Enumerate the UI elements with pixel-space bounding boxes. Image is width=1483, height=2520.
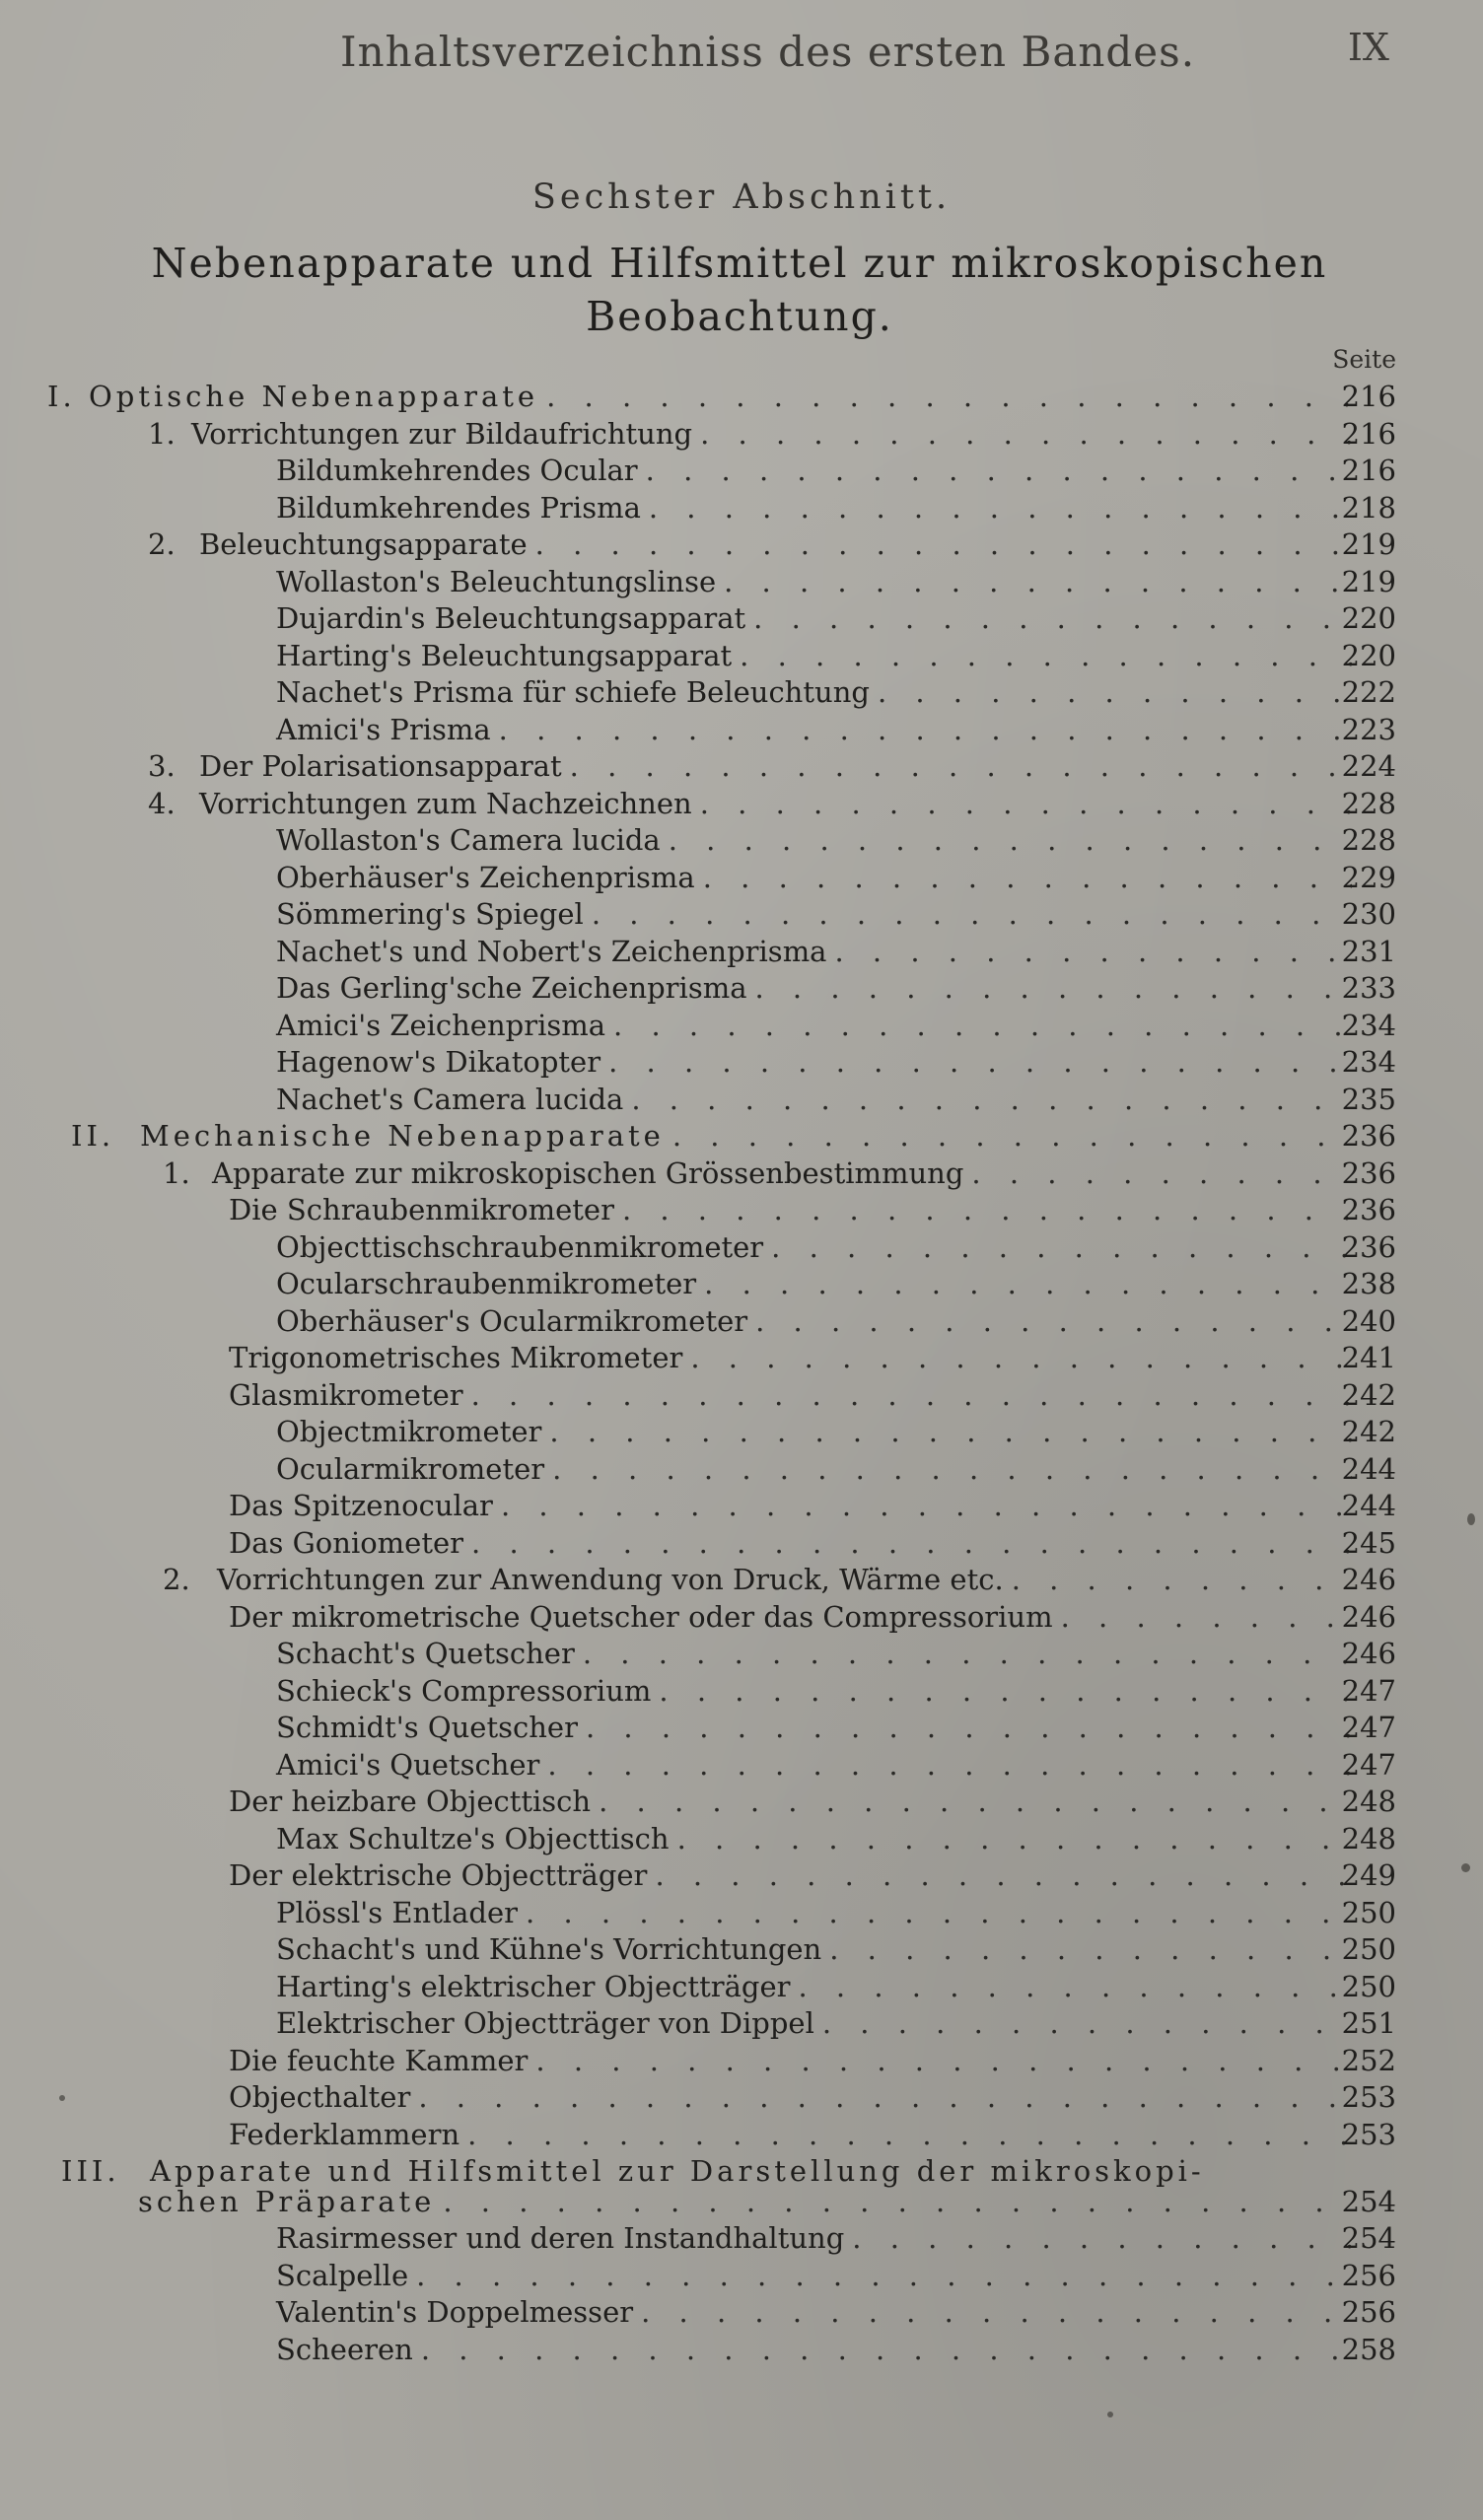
toc-entry xyxy=(0,2044,1352,2077)
dot-leader xyxy=(669,823,1352,857)
toc-page-ref: 245 xyxy=(1341,1525,1396,1560)
toc-row xyxy=(0,1748,1483,1785)
dot-leader xyxy=(1012,1563,1352,1596)
toc-page-ref: 250 xyxy=(1341,1969,1396,2003)
dot-leader xyxy=(971,1156,1352,1190)
toc-page-ref: 253 xyxy=(1341,2080,1396,2114)
toc-page-ref: 219 xyxy=(1341,564,1396,598)
toc-page-ref: 254 xyxy=(1341,2185,1396,2218)
toc-label: Mechanische Nebenapparate xyxy=(140,1119,665,1153)
toc-row xyxy=(0,935,1483,972)
table-of-contents xyxy=(0,380,1483,2369)
toc-entry xyxy=(0,1267,1352,1300)
dot-leader xyxy=(755,971,1353,1005)
toc-page-ref: 242 xyxy=(1341,1415,1396,1448)
toc-entry xyxy=(0,1156,1352,1190)
dot-leader xyxy=(655,1858,1352,1892)
toc-entry xyxy=(0,1711,1352,1744)
toc-label: Der heizbare Objecttisch xyxy=(229,1785,592,1818)
toc-row xyxy=(0,2080,1483,2118)
toc-label: Der Polarisationsapparat xyxy=(199,749,562,783)
dot-leader xyxy=(583,1637,1352,1670)
dot-leader xyxy=(547,1748,1352,1782)
toc-row xyxy=(0,2295,1483,2333)
toc-row xyxy=(0,897,1483,935)
toc-label: Vorrichtungen zum Nachzeichnen xyxy=(199,786,692,820)
toc-entry xyxy=(0,1230,1352,1264)
toc-row xyxy=(0,1341,1483,1378)
toc-label: Elektrischer Objectträger von Dippel xyxy=(276,2006,814,2040)
toc-entry xyxy=(0,935,1352,968)
toc-row xyxy=(0,527,1483,565)
toc-entry-continuation xyxy=(138,2185,1352,2218)
dot-leader xyxy=(659,1674,1352,1708)
toc-entry xyxy=(0,1785,1352,1818)
toc-page-ref: 238 xyxy=(1341,1267,1396,1300)
dot-leader xyxy=(471,1526,1352,1560)
dot-leader xyxy=(641,2295,1352,2329)
toc-row xyxy=(0,1785,1483,1822)
toc-label: Nachet's Prisma für schiefe Beleuchtung xyxy=(276,675,870,709)
toc-page-ref: 247 xyxy=(1341,1747,1396,1782)
toc-label: Amici's Zeichenprisma xyxy=(276,1008,606,1042)
seite-column-label: Seite xyxy=(1332,345,1396,374)
dot-leader xyxy=(599,1785,1352,1818)
toc-row xyxy=(0,1378,1483,1416)
dot-leader xyxy=(700,787,1352,820)
toc-page-ref: 233 xyxy=(1341,971,1396,1005)
toc-row xyxy=(0,2118,1483,2155)
dot-leader xyxy=(631,1083,1352,1116)
toc-label: Objecttischschraubenmikrometer xyxy=(276,1229,764,1264)
toc-label: Bildumkehrendes Ocular xyxy=(276,454,638,487)
dot-leader xyxy=(535,527,1352,561)
toc-label: Hagenow's Dikatopter xyxy=(276,1045,601,1079)
toc-row xyxy=(0,1452,1483,1490)
toc-label: Schacht's Quetscher xyxy=(276,1637,575,1670)
toc-label: Harting's Beleuchtungsapparat xyxy=(276,638,733,672)
toc-entry xyxy=(0,1674,1352,1708)
toc-page-ref: 216 xyxy=(1341,380,1396,413)
toc-row xyxy=(0,1193,1483,1230)
toc-label: Rasirmesser und deren Instandhaltung xyxy=(276,2221,845,2255)
toc-page-ref: 224 xyxy=(1341,749,1396,783)
toc-page-ref: 246 xyxy=(1341,1563,1396,1596)
toc-label: Der elektrische Objectträger xyxy=(229,1858,648,1892)
section-label: Sechster Abschnitt. xyxy=(531,177,952,217)
dot-leader xyxy=(649,491,1352,525)
dot-leader xyxy=(501,1489,1352,1522)
toc-label: Die feuchte Kammer xyxy=(229,2043,529,2077)
dot-leader xyxy=(546,380,1352,413)
toc-label: Federklammern xyxy=(229,2117,460,2151)
toc-entry xyxy=(0,2295,1352,2329)
page-number: IX xyxy=(1347,26,1389,69)
toc-label: Oberhäuser's Zeichenprisma xyxy=(276,860,695,894)
toc-label: Das Gerling'sche Zeichenprisma xyxy=(276,971,747,1005)
toc-page-ref: 248 xyxy=(1341,1785,1396,1818)
toc-number: 2. xyxy=(163,1563,190,1596)
toc-entry xyxy=(0,1489,1352,1522)
toc-entry xyxy=(0,1083,1352,1116)
toc-entry xyxy=(0,1637,1352,1670)
dot-leader xyxy=(755,1304,1352,1338)
toc-row xyxy=(0,1304,1483,1342)
toc-label: Der mikrometrische Quetscher oder das Compressorium xyxy=(229,1599,1053,1634)
toc-label: Beleuchtungsapparate xyxy=(199,527,528,561)
toc-label: Objecthalter xyxy=(229,2080,411,2114)
ink-speck xyxy=(1467,1513,1475,1525)
toc-label: Apparate zur mikroskopischen Grössenbestimmung xyxy=(212,1155,964,1190)
toc-row xyxy=(0,1415,1483,1452)
dot-leader xyxy=(834,935,1352,968)
toc-entry xyxy=(0,565,1352,598)
toc-label: Vorrichtungen zur Bildaufrichtung xyxy=(191,416,693,451)
toc-row xyxy=(0,749,1483,787)
toc-label: Scalpelle xyxy=(276,2258,409,2292)
toc-row xyxy=(0,675,1483,713)
toc-page-ref: 229 xyxy=(1341,860,1396,894)
toc-label: Dujardin's Beleuchtungsapparat xyxy=(276,601,746,635)
toc-row xyxy=(0,2259,1483,2296)
toc-page-ref: 247 xyxy=(1341,1711,1396,1744)
dot-leader xyxy=(416,2259,1352,2292)
toc-entry xyxy=(0,787,1352,820)
toc-label: Apparate und Hilfsmittel zur Darstellung der mikroskopi- xyxy=(150,2154,1205,2188)
toc-page-ref: 236 xyxy=(1341,1193,1396,1226)
toc-label: Das Spitzenocular xyxy=(229,1489,493,1522)
dot-leader xyxy=(740,639,1352,672)
toc-label: Optische Nebenapparate xyxy=(89,380,539,413)
toc-row xyxy=(0,2006,1483,2044)
toc-number: 1. xyxy=(163,1155,190,1190)
toc-entry xyxy=(0,2118,1352,2151)
toc-row xyxy=(0,971,1483,1009)
toc-number: 4. xyxy=(148,786,176,820)
toc-label-continuation: schen Präparate xyxy=(138,2185,436,2218)
toc-entry xyxy=(0,1304,1352,1338)
toc-label: Nachet's Camera lucida xyxy=(276,1082,624,1116)
toc-row xyxy=(0,1711,1483,1748)
toc-page-ref: 252 xyxy=(1341,2043,1396,2077)
toc-label: Bildumkehrendes Prisma xyxy=(276,490,641,525)
toc-label: Die Schraubenmikrometer xyxy=(229,1193,614,1226)
toc-row xyxy=(0,1822,1483,1859)
dot-leader xyxy=(421,2333,1352,2366)
toc-entry xyxy=(0,1748,1352,1782)
dot-leader xyxy=(646,454,1352,487)
toc-row xyxy=(0,1045,1483,1083)
toc-page-ref: 230 xyxy=(1341,897,1396,931)
toc-entry xyxy=(0,1526,1352,1560)
ink-speck xyxy=(1461,1863,1470,1872)
toc-number: I. xyxy=(47,380,76,413)
dot-leader xyxy=(878,675,1352,709)
dot-leader xyxy=(622,1193,1352,1226)
toc-entry xyxy=(0,1193,1352,1226)
dot-leader xyxy=(822,2006,1352,2040)
toc-entry xyxy=(0,1452,1352,1486)
toc-label: Trigonometrisches Mikrometer xyxy=(229,1341,683,1374)
toc-entry xyxy=(0,675,1352,709)
toc-page-ref: 250 xyxy=(1341,1932,1396,1966)
toc-label: Schmidt's Quetscher xyxy=(276,1711,578,1744)
toc-page-ref: 235 xyxy=(1341,1082,1396,1116)
toc-label: Das Goniometer xyxy=(229,1525,464,1560)
toc-page-ref: 220 xyxy=(1341,638,1396,672)
toc-label: Vorrichtungen zur Anwendung von Druck, Wärme etc. xyxy=(217,1563,1004,1596)
dot-leader xyxy=(703,861,1352,894)
toc-page-ref: 222 xyxy=(1341,675,1396,709)
toc-row xyxy=(0,1637,1483,1674)
toc-page-ref: 228 xyxy=(1341,823,1396,857)
toc-entry xyxy=(0,1119,1352,1153)
section-title-line-2: Beobachtung. xyxy=(586,293,893,340)
dot-leader xyxy=(570,749,1352,783)
toc-entry xyxy=(0,861,1352,894)
toc-entry xyxy=(0,380,1352,413)
toc-label: Amici's Quetscher xyxy=(276,1747,540,1782)
section-title-line-1: Nebenapparate und Hilfsmittel zur mikroskopischen xyxy=(151,240,1328,287)
dot-leader xyxy=(1061,1600,1352,1634)
toc-row xyxy=(0,1674,1483,1712)
toc-entry xyxy=(0,1378,1352,1412)
toc-page-ref: 246 xyxy=(1341,1599,1396,1634)
toc-entry xyxy=(0,971,1352,1005)
toc-label: Plössl's Entlader xyxy=(276,1895,519,1929)
toc-row xyxy=(0,1563,1483,1600)
toc-label: Max Schultze's Objecttisch xyxy=(276,1821,670,1855)
toc-page-ref: 242 xyxy=(1341,1377,1396,1412)
toc-row xyxy=(0,713,1483,750)
toc-row xyxy=(0,2044,1483,2081)
dot-leader xyxy=(700,417,1352,451)
dot-leader xyxy=(852,2221,1352,2255)
toc-label: Ocularmikrometer xyxy=(276,1451,545,1486)
toc-entry xyxy=(0,2080,1352,2114)
dot-leader xyxy=(467,2118,1352,2151)
toc-page-ref: 236 xyxy=(1341,1119,1396,1153)
toc-number: 2. xyxy=(148,527,176,561)
toc-entry xyxy=(0,1896,1352,1929)
toc-entry xyxy=(0,823,1352,857)
toc-row xyxy=(0,639,1483,676)
toc-entry xyxy=(0,1563,1352,1596)
dot-leader xyxy=(499,713,1352,746)
toc-page-ref: 228 xyxy=(1341,786,1396,820)
toc-entry xyxy=(0,1932,1352,1966)
toc-page-ref: 256 xyxy=(1341,2295,1396,2329)
dot-leader xyxy=(677,1822,1352,1855)
dot-leader xyxy=(608,1045,1352,1079)
toc-page-ref: 249 xyxy=(1341,1858,1396,1892)
toc-entry xyxy=(0,1045,1352,1079)
dot-leader xyxy=(549,1415,1352,1448)
dot-leader xyxy=(829,1932,1352,1966)
toc-page-ref: 244 xyxy=(1341,1451,1396,1486)
toc-label: Wollaston's Beleuchtungslinse xyxy=(276,564,717,598)
toc-label: Scheeren xyxy=(276,2332,413,2366)
toc-row xyxy=(0,454,1483,491)
toc-row xyxy=(0,601,1483,639)
toc-row xyxy=(0,1932,1483,1970)
toc-entry xyxy=(0,1600,1352,1634)
toc-entry xyxy=(0,1341,1352,1374)
toc-entry xyxy=(0,601,1352,635)
toc-entry xyxy=(0,2221,1352,2255)
dot-leader xyxy=(690,1341,1352,1374)
ink-speck xyxy=(59,2095,65,2101)
toc-entry xyxy=(0,713,1352,746)
toc-label: Schacht's und Kühne's Vorrichtungen xyxy=(276,1932,822,1966)
toc-entry xyxy=(0,749,1352,783)
toc-label: Harting's elektrischer Objectträger xyxy=(276,1969,791,2003)
dot-leader xyxy=(798,1970,1352,2003)
dot-leader xyxy=(724,565,1352,598)
toc-entry xyxy=(0,1822,1352,1855)
toc-row xyxy=(0,1526,1483,1564)
toc-page-ref: 247 xyxy=(1341,1673,1396,1708)
toc-page-ref: 254 xyxy=(1341,2221,1396,2255)
toc-label: Objectmikrometer xyxy=(276,1415,542,1448)
toc-page-ref: 234 xyxy=(1341,1045,1396,1079)
toc-page-ref: 220 xyxy=(1341,601,1396,635)
toc-page-ref: 241 xyxy=(1341,1341,1396,1374)
toc-page-ref: 256 xyxy=(1341,2258,1396,2292)
toc-row xyxy=(0,417,1483,455)
toc-label: Oberhäuser's Ocularmikrometer xyxy=(276,1303,748,1338)
dot-leader xyxy=(672,1119,1352,1153)
toc-number: 1. xyxy=(148,416,176,451)
dot-leader xyxy=(535,2044,1352,2077)
ink-speck xyxy=(1107,2412,1113,2417)
dot-leader xyxy=(753,601,1352,635)
toc-page-ref: 231 xyxy=(1341,934,1396,968)
toc-label: Schieck's Compressorium xyxy=(276,1673,652,1708)
toc-page-ref: 216 xyxy=(1341,416,1396,451)
dot-leader xyxy=(552,1452,1352,1486)
section-title xyxy=(54,237,1425,343)
toc-page-ref: 251 xyxy=(1341,2006,1396,2040)
toc-number: III. xyxy=(61,2154,120,2188)
toc-row xyxy=(0,823,1483,861)
toc-entry xyxy=(0,2333,1352,2366)
toc-number: 3. xyxy=(148,749,176,783)
toc-row xyxy=(0,1083,1483,1120)
dot-leader xyxy=(704,1267,1352,1300)
dot-leader xyxy=(526,1896,1352,1929)
toc-entry xyxy=(0,1970,1352,2003)
toc-row xyxy=(0,861,1483,898)
toc-row xyxy=(0,1600,1483,1638)
toc-label: Valentin's Doppelmesser xyxy=(276,2295,634,2329)
toc-entry xyxy=(0,897,1352,931)
toc-entry xyxy=(0,2006,1352,2040)
toc-row xyxy=(0,1896,1483,1933)
toc-entry xyxy=(0,1415,1352,1448)
toc-entry xyxy=(0,1858,1352,1892)
toc-page-ref: 234 xyxy=(1341,1008,1396,1042)
toc-entry xyxy=(0,639,1352,672)
toc-entry xyxy=(0,417,1352,451)
toc-page-ref: 236 xyxy=(1341,1229,1396,1264)
running-head: Inhaltsverzeichniss des ersten Bandes. xyxy=(340,28,1196,76)
dot-leader xyxy=(771,1230,1352,1264)
dot-leader xyxy=(418,2080,1352,2114)
toc-row xyxy=(0,2154,1483,2221)
toc-row xyxy=(0,1009,1483,1046)
toc-entry xyxy=(0,2259,1352,2292)
dot-leader xyxy=(586,1711,1352,1744)
toc-page-ref: 248 xyxy=(1341,1821,1396,1855)
toc-entry xyxy=(0,454,1352,487)
dot-leader xyxy=(471,1378,1352,1412)
toc-page-ref: 258 xyxy=(1341,2332,1396,2366)
toc-page-ref: 244 xyxy=(1341,1489,1396,1522)
toc-label: Glasmikrometer xyxy=(229,1377,463,1412)
dot-leader xyxy=(592,897,1352,931)
toc-row xyxy=(0,491,1483,528)
toc-page-ref: 240 xyxy=(1341,1303,1396,1338)
toc-row xyxy=(0,1267,1483,1304)
toc-page-ref: 246 xyxy=(1341,1637,1396,1670)
toc-number: II. xyxy=(71,1119,115,1153)
toc-entry xyxy=(0,1009,1352,1042)
toc-row xyxy=(0,1489,1483,1526)
toc-page-ref: 216 xyxy=(1341,454,1396,487)
toc-entry xyxy=(0,491,1352,525)
toc-label: Sömmering's Spiegel xyxy=(276,897,584,931)
toc-label: Ocularschraubenmikrometer xyxy=(276,1267,697,1300)
toc-label: Nachet's und Nobert's Zeichenprisma xyxy=(276,934,827,968)
toc-entry xyxy=(0,527,1352,561)
toc-page-ref: 218 xyxy=(1341,490,1396,525)
toc-page-ref: 250 xyxy=(1341,1895,1396,1929)
toc-page-ref: 223 xyxy=(1341,712,1396,746)
dot-leader xyxy=(443,2185,1352,2218)
toc-label: Wollaston's Camera lucida xyxy=(276,823,661,857)
dot-leader xyxy=(613,1009,1352,1042)
toc-row xyxy=(0,2333,1483,2370)
toc-page-ref: 236 xyxy=(1341,1155,1396,1190)
toc-row xyxy=(0,1970,1483,2007)
toc-label: Amici's Prisma xyxy=(276,712,491,746)
toc-row xyxy=(0,565,1483,602)
toc-row xyxy=(0,1858,1483,1896)
toc-row xyxy=(0,2221,1483,2259)
toc-page-ref: 219 xyxy=(1341,527,1396,561)
toc-row xyxy=(0,380,1483,417)
toc-entry xyxy=(0,2154,1352,2188)
toc-page-ref: 253 xyxy=(1341,2117,1396,2151)
toc-row xyxy=(0,1230,1483,1268)
toc-row xyxy=(0,1156,1483,1194)
toc-row xyxy=(0,787,1483,824)
toc-row xyxy=(0,1119,1483,1156)
